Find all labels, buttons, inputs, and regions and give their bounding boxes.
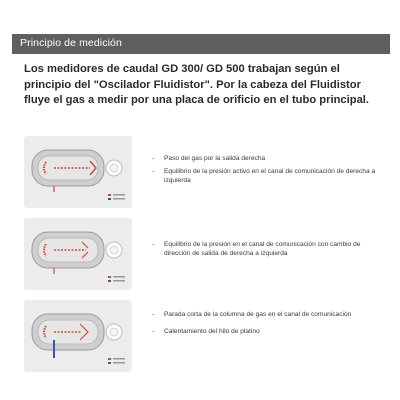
fluidistor-illustration bbox=[24, 218, 132, 290]
fluidistor-diagram-1 bbox=[24, 136, 132, 208]
list-item: - Equilibrio de la presión en el canal de comunicación con cambio de dirección de salida de derecha a izquierda bbox=[152, 241, 361, 258]
fluidistor-diagram-3 bbox=[24, 300, 132, 372]
list-item: - Equilibrio de la presión activo en el canal de comunicación de derecha a izquierda bbox=[152, 168, 376, 185]
section-title: Principio de medición bbox=[20, 37, 122, 49]
section-header bbox=[12, 34, 390, 54]
list-item: - Calentamiento del hilo de platino bbox=[152, 328, 260, 336]
fluidistor-illustration bbox=[24, 136, 132, 208]
step-2-description bbox=[152, 240, 388, 262]
fluidistor-diagram-2 bbox=[24, 218, 132, 290]
list-item: - Parada corta de la columna de gas en el canal de comunicación bbox=[152, 311, 352, 318]
intro-paragraph: Los medidores de caudal GD 300/ GD 500 trabajan según el principio del "Oscilador Fluidistor". Por la cabeza del Fluidistor fluye el gas a medir por una placa de orificio en el tubo principal. bbox=[24, 63, 370, 106]
fluidistor-illustration bbox=[24, 300, 132, 372]
step-1-description bbox=[152, 154, 388, 190]
step-3-description bbox=[152, 310, 388, 340]
list-item: - Paso del gas por la salida derecha bbox=[152, 155, 266, 162]
